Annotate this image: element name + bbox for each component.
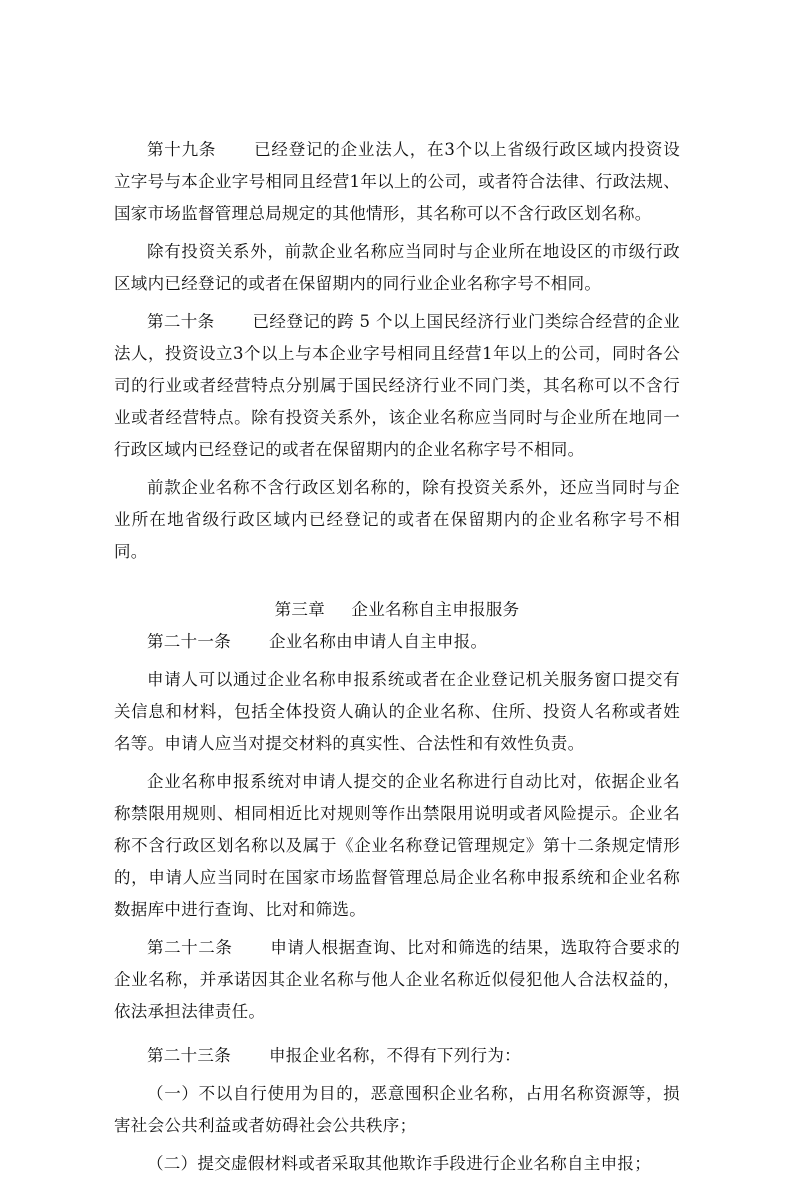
- paragraph-article-22: [114, 932, 680, 1028]
- paragraph-article-23: [114, 1040, 680, 1072]
- paragraph-text: 已经登记的企业法人，在3个以上省级行政区域内投资设立字号与本企业字号相同且经营1年以上的公司，或者符合法律、行政法规、国家市场监督管理总局规定的其他情形，其名称可以不含行政区划名称。: [114, 140, 681, 223]
- chapter-number: 第三章: [274, 600, 325, 619]
- article-number: 第二十三条: [147, 1046, 231, 1065]
- paragraph-article-20: [114, 306, 680, 466]
- article-number: 第二十条: [147, 312, 215, 331]
- paragraph-text: 企业名称申报系统对申请人提交的企业名称进行自动比对，依据企业名称禁限用规则、相同相近比对规则等作出禁限用说明或者风险提示。企业名称不含行政区划名称以及属于《企业名称登记管理规定》第十二条规定情形的，申请人应当同时在国家市场监督管理总局企业名称申报系统和企业名称数据库中进行查询、比对和筛选。: [114, 772, 680, 919]
- paragraph-article-19: [114, 134, 680, 230]
- paragraph-article-21: [114, 626, 680, 658]
- paragraph: [114, 766, 680, 926]
- paragraph-text: 申请人可以通过企业名称申报系统或者在企业登记机关服务窗口提交有关信息和材料，包括全体投资人确认的企业名称、住所、投资人名称或者姓名等。申请人应当对提交材料的真实性、合法性和有效性负责。: [114, 670, 680, 753]
- paragraph-text: 申报企业名称，不得有下列行为：: [268, 1046, 521, 1065]
- paragraph-text: 除有投资关系外，前款企业名称应当同时与企业所在地设区的市级行政区域内已经登记的或者在保留期内的同行业企业名称字号不相同。: [114, 242, 680, 293]
- paragraph: [114, 664, 680, 760]
- article-number: 第二十一条: [147, 632, 231, 651]
- article-number: 第二十二条: [147, 938, 233, 957]
- paragraph: [114, 472, 680, 568]
- list-item-2: [114, 1148, 680, 1180]
- paragraph-text: 前款企业名称不含行政区划名称的，除有投资关系外，还应当同时与企业所在地省级行政区域内已经登记的或者在保留期内的企业名称字号不相同。: [114, 478, 680, 561]
- paragraph-text: 申请人根据查询、比对和筛选的结果，选取符合要求的企业名称，并承诺因其企业名称与他人企业名称近似侵犯他人合法权益的，依法承担法律责任。: [114, 938, 680, 1021]
- paragraph-text: 已经登记的跨 5 个以上国民经济行业门类综合经营的企业法人，投资设立3个以上与本企业字号相同且经营1年以上的公司，同时各公司的行业或者经营特点分别属于国民经济行业不同门类，其名称可以不含行业或者经营特点。除有投资关系外，该企业名称应当同时与企业所在地同一行政区域内已经登记的或者在保留期内的企业名称字号不相同。: [114, 312, 681, 459]
- list-item-1: [114, 1078, 680, 1142]
- paragraph-text: （二）提交虚假材料或者采取其他欺诈手段进行企业名称自主申报；: [147, 1154, 651, 1173]
- chapter-title: 企业名称自主申报服务: [351, 600, 520, 619]
- paragraph-text: 企业名称由申请人自主申报。: [268, 632, 488, 651]
- paragraph: [114, 236, 680, 300]
- paragraph-text: （一）不以自行使用为目的，恶意囤积企业名称，占用名称资源等，损害社会公共利益或者妨碍社会公共秩序；: [114, 1084, 680, 1135]
- article-number: 第十九条: [147, 140, 217, 159]
- chapter-heading: [114, 594, 680, 626]
